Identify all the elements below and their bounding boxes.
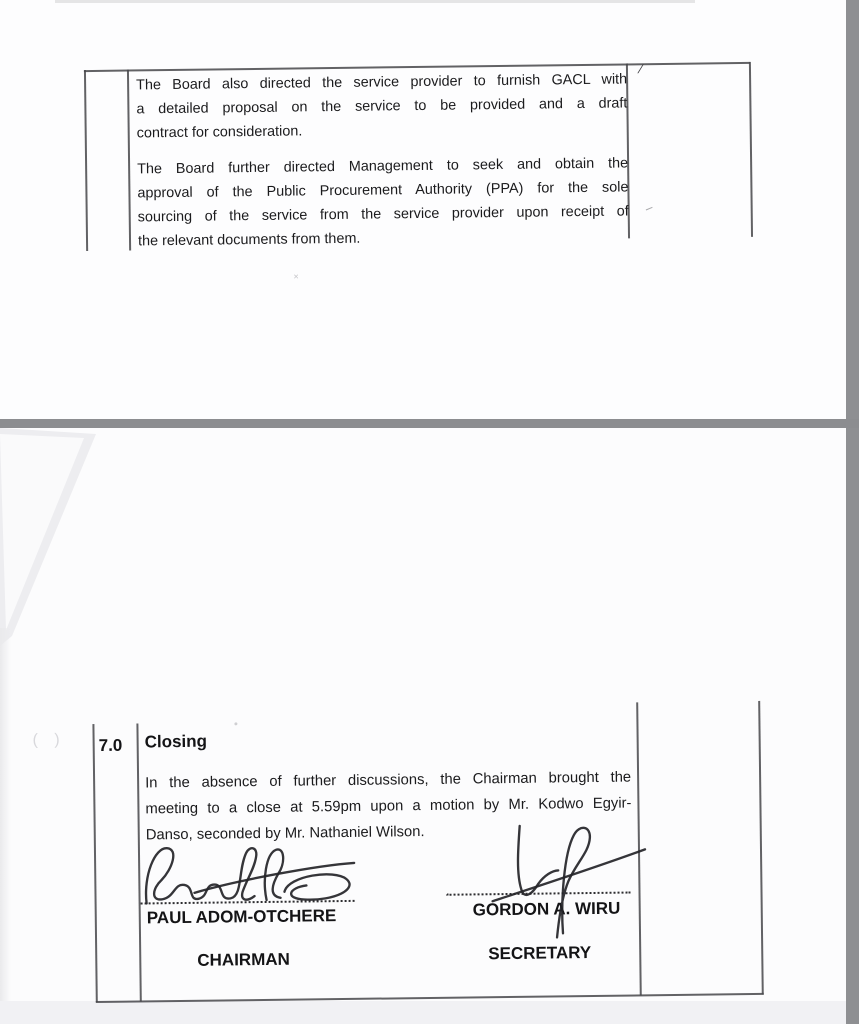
page1-table — [0, 0, 849, 424]
page2-table — [0, 423, 848, 1024]
text-line: the relevant documents from them. — [137, 230, 361, 250]
table-bottom-border — [96, 993, 764, 1003]
table-left-border — [92, 724, 97, 1002]
scan-artifact — [234, 722, 237, 725]
signature-gordon-a-wiru — [467, 808, 659, 945]
signatory-title: SECRETARY — [488, 943, 592, 964]
scan-artifact: × — [293, 271, 299, 282]
minute-text-cell — [136, 67, 629, 253]
scan-page-1 — [0, 0, 846, 419]
text-line: approval of the Public Procurement Authority (PPA) for the sole — [137, 179, 629, 202]
text-line: sourcing of the service from the service provider upon receipt of — [137, 203, 629, 226]
signatory-name: GORDON A. WIRU — [472, 898, 621, 920]
text-line: a detailed proposal on the service to be provided and a draft — [136, 95, 628, 118]
signatory-name: PAUL ADOM-OTCHERE — [146, 906, 337, 928]
pen-tick-mark: ⁄ — [639, 61, 643, 77]
table-right-border — [749, 62, 753, 237]
table-right-border — [758, 701, 763, 994]
table-left-border — [84, 70, 88, 251]
section-number: 7.0 — [98, 735, 123, 756]
section-heading: Closing — [144, 731, 208, 752]
scan-artifact — [646, 207, 653, 211]
text-line: The Board further directed Management to seek and obtain the — [137, 155, 629, 178]
table-column-divider — [127, 70, 131, 251]
pencil-mark: ( ) — [32, 731, 66, 749]
signature-paul-adom-otchere — [136, 837, 365, 912]
text-line: meeting to a close at 5.59pm upon a motion by Mr. Kodwo Egyir- — [145, 795, 632, 818]
minute-paragraph — [137, 151, 629, 253]
minute-paragraph — [136, 67, 628, 145]
text-line: contract for consideration. — [136, 123, 303, 142]
signatory-title: CHAIRMAN — [197, 949, 290, 970]
text-line: The Board also directed the service provider to furnish GACL with — [136, 71, 628, 94]
scan-page-2 — [0, 428, 846, 1024]
text-line: In the absence of further discussions, the Chairman brought the — [145, 769, 632, 792]
text-line: Danso, seconded by Mr. Nathaniel Wilson. — [145, 824, 425, 844]
scanner-edge-strip — [846, 0, 859, 1024]
